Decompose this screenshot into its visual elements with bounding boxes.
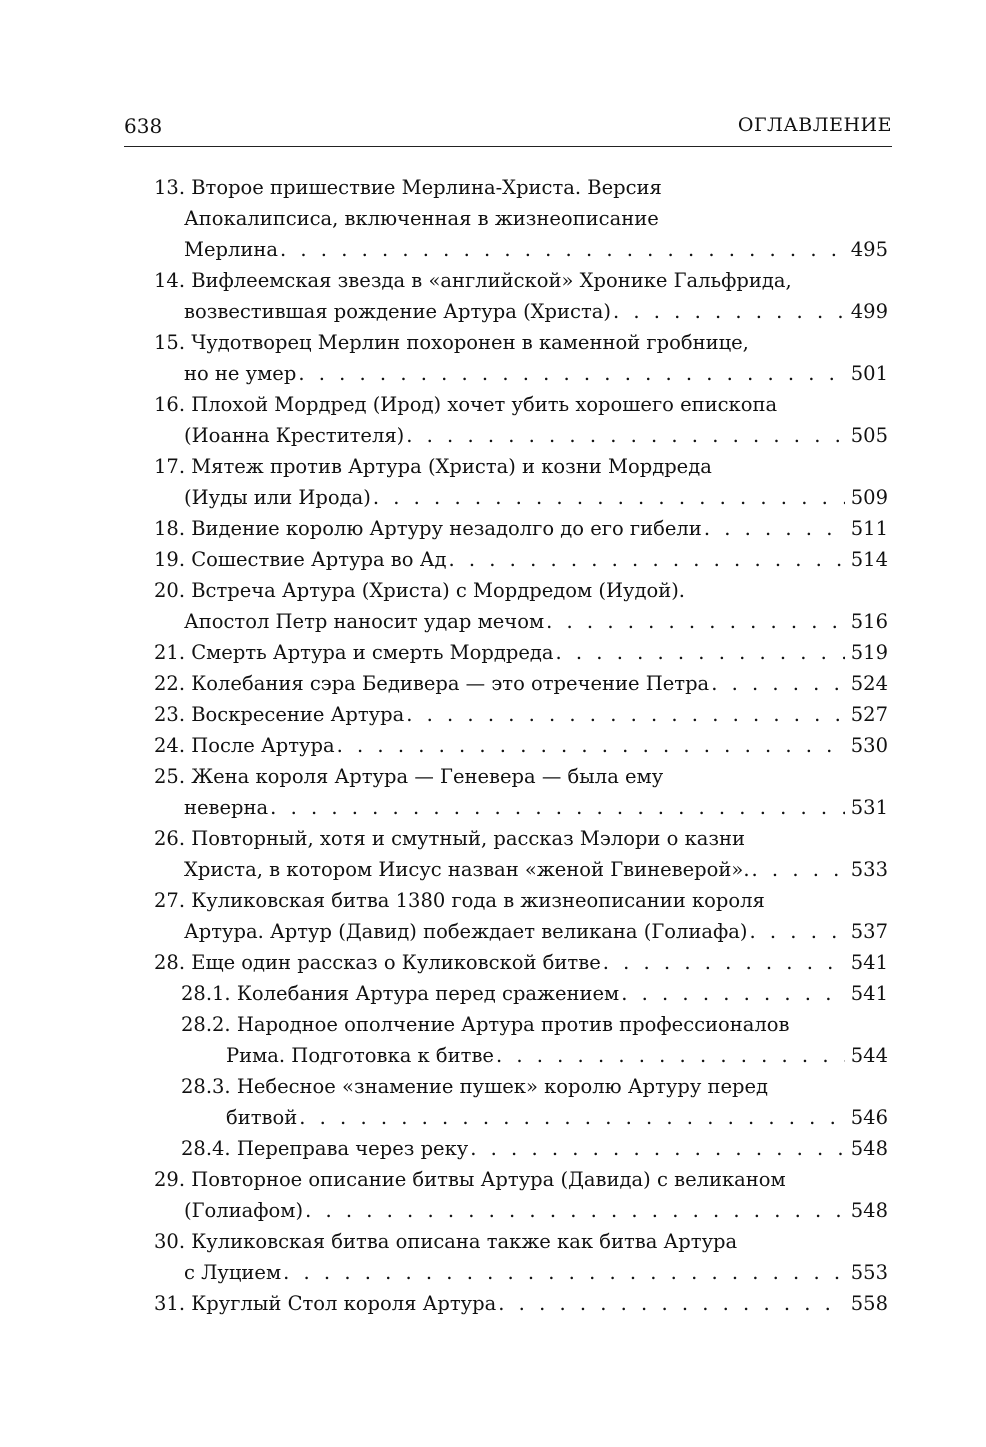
toc-page-number: 541 <box>850 982 888 1005</box>
toc-entry-line <box>0 761 888 792</box>
toc-entry-final-line <box>0 606 888 637</box>
toc-page-number: 516 <box>850 610 888 633</box>
toc-entry-title: Апостол Петр наносит удар мечом <box>184 610 545 633</box>
toc-entry-final-line <box>0 730 888 761</box>
toc-entry-final-line <box>0 544 888 575</box>
toc-entry-final-line <box>0 699 888 730</box>
toc-entry-final-line <box>0 792 888 823</box>
toc-entry-final-line <box>0 947 888 978</box>
toc-page-number: 495 <box>850 238 888 261</box>
toc-entry-title: битвой <box>226 1106 298 1129</box>
toc-page-number: 530 <box>850 734 888 757</box>
running-header <box>124 114 892 147</box>
toc-entry-title: Христа, в котором Иисус назван «женой Гвиневерой». <box>184 858 750 881</box>
toc-entry <box>0 451 986 513</box>
toc-entry-title: 23. Воскресение Артура <box>154 703 405 726</box>
toc-entry-title: с Луцием <box>184 1261 282 1284</box>
toc-entry-title: 29. Повторное описание битвы Артура (Давида) с великаном <box>154 1168 786 1191</box>
toc-page-number: 509 <box>850 486 888 509</box>
toc-entry <box>0 761 986 823</box>
toc-entry-title: 19. Сошествие Артура во Ад <box>154 548 447 571</box>
dot-leader <box>752 854 845 885</box>
toc-entry-title: 28.1. Колебания Артура перед сражением <box>181 982 620 1005</box>
toc-entry-line <box>0 885 888 916</box>
toc-entry-title: 18. Видение королю Артуру незадолго до его гибели <box>154 517 702 540</box>
toc-entry-title: 28.4. Переправа через реку <box>181 1137 469 1160</box>
toc-entry-final-line <box>0 420 888 451</box>
toc-entry-final-line <box>0 637 888 668</box>
toc-entry-final-line <box>0 1257 888 1288</box>
toc-entry-title: 28. Еще один рассказ о Куликовской битве <box>154 951 601 974</box>
toc-page-number: 544 <box>850 1044 888 1067</box>
running-title: ОГЛАВЛЕНИЕ <box>737 114 892 136</box>
toc-entry-final-line <box>0 234 888 265</box>
toc-page-number: 501 <box>850 362 888 385</box>
toc-page-number: 553 <box>850 1261 888 1284</box>
toc-entry <box>0 730 986 761</box>
toc-entry <box>0 389 986 451</box>
toc-page-number: 524 <box>850 672 888 695</box>
toc-entry <box>0 575 986 637</box>
dot-leader <box>280 234 845 265</box>
dot-leader <box>299 1102 845 1133</box>
toc-entry-final-line <box>0 1040 888 1071</box>
toc-entry-title: 15. Чудотворец Мерлин похоронен в каменной гробнице, <box>154 331 749 354</box>
toc-entry-title: неверна <box>184 796 269 819</box>
toc-page-number: 511 <box>850 517 888 540</box>
table-of-contents <box>0 172 986 1319</box>
toc-entry <box>0 668 986 699</box>
toc-entry-line <box>0 1164 888 1195</box>
dot-leader <box>750 916 845 947</box>
toc-entry-final-line <box>0 482 888 513</box>
toc-entry <box>0 947 986 978</box>
toc-entry-final-line <box>0 513 888 544</box>
dot-leader <box>621 978 845 1009</box>
dot-leader <box>283 1257 845 1288</box>
toc-page-number: 514 <box>850 548 888 571</box>
dot-leader <box>496 1040 845 1071</box>
toc-entry-title: (Голиафом) <box>184 1199 304 1222</box>
toc-entry-line <box>0 203 888 234</box>
toc-entry-title: 21. Смерть Артура и смерть Мордреда <box>154 641 554 664</box>
toc-entry-title: 28.2. Народное ополчение Артура против профессионалов <box>181 1013 790 1036</box>
toc-entry <box>0 637 986 668</box>
toc-entry-title: 25. Жена короля Артура — Геневера — была ему <box>154 765 664 788</box>
toc-entry <box>0 513 986 544</box>
toc-entry-title: но не умер <box>184 362 297 385</box>
dot-leader <box>406 420 845 451</box>
toc-page-number: 541 <box>850 951 888 974</box>
toc-entry <box>0 1071 986 1133</box>
dot-leader <box>498 1288 844 1319</box>
toc-entry-title: 22. Колебания сэра Бедивера — это отречение Петра <box>154 672 710 695</box>
dot-leader <box>373 482 845 513</box>
dot-leader <box>270 792 845 823</box>
toc-entry-line <box>0 265 888 296</box>
toc-entry-line <box>0 575 888 606</box>
dot-leader <box>337 730 845 761</box>
toc-page-number: 558 <box>850 1292 888 1315</box>
toc-entry-title: 30. Куликовская битва описана также как битва Артура <box>154 1230 738 1253</box>
toc-entry-title: 31. Круглый Стол короля Артура <box>154 1292 497 1315</box>
toc-entry-title: Артура. Артур (Давид) побеждает великана (Голиафа) <box>184 920 748 943</box>
toc-entry-final-line <box>0 978 888 1009</box>
toc-entry <box>0 1133 986 1164</box>
toc-entry-title: 26. Повторный, хотя и смутный, рассказ Мэлори о казни <box>154 827 746 850</box>
page-number: 638 <box>124 114 163 138</box>
toc-entry-title: возвестившая рождение Артура (Христа) <box>184 300 611 323</box>
toc-entry-final-line <box>0 1195 888 1226</box>
dot-leader <box>406 699 845 730</box>
toc-page-number: 533 <box>850 858 888 881</box>
toc-entry <box>0 544 986 575</box>
toc-entry-title: 13. Второе пришествие Мерлина-Христа. Версия <box>154 176 662 199</box>
toc-entry-final-line <box>0 916 888 947</box>
toc-entry-final-line <box>0 1133 888 1164</box>
toc-entry <box>0 1009 986 1071</box>
toc-entry-line <box>0 1226 888 1257</box>
toc-entry-line <box>0 1009 888 1040</box>
toc-entry-final-line <box>0 358 888 389</box>
toc-entry-title: 17. Мятеж против Артура (Христа) и козни Мордреда <box>154 455 712 478</box>
toc-page-number: 499 <box>850 300 888 323</box>
toc-entry-title: Рима. Подготовка к битве <box>226 1044 494 1067</box>
dot-leader <box>470 1133 845 1164</box>
toc-entry <box>0 1164 986 1226</box>
dot-leader <box>556 637 845 668</box>
toc-page-number: 546 <box>850 1106 888 1129</box>
toc-entry-title: Апокалипсиса, включенная в жизнеописание <box>184 207 659 230</box>
toc-entry <box>0 265 986 327</box>
dot-leader <box>704 513 845 544</box>
dot-leader <box>546 606 845 637</box>
toc-entry <box>0 1226 986 1288</box>
toc-entry-final-line <box>0 1288 888 1319</box>
toc-entry-title: 24. После Артура <box>154 734 335 757</box>
dot-leader <box>298 358 844 389</box>
toc-entry <box>0 885 986 947</box>
toc-page-number: 527 <box>850 703 888 726</box>
toc-entry-line <box>0 389 888 420</box>
toc-entry-title: Мерлина <box>184 238 278 261</box>
toc-entry-title: (Иуды или Ирода) <box>184 486 371 509</box>
toc-entry-line <box>0 327 888 358</box>
toc-entry <box>0 823 986 885</box>
dot-leader <box>711 668 845 699</box>
toc-entry-final-line <box>0 296 888 327</box>
toc-page-number: 537 <box>850 920 888 943</box>
toc-page-number: 505 <box>850 424 888 447</box>
dot-leader <box>305 1195 845 1226</box>
toc-entry-final-line <box>0 668 888 699</box>
toc-entry-line <box>0 1071 888 1102</box>
dot-leader <box>613 296 845 327</box>
toc-entry <box>0 1288 986 1319</box>
toc-entry <box>0 172 986 265</box>
toc-entry-title: 28.3. Небесное «знамение пушек» королю Артуру перед <box>181 1075 769 1098</box>
toc-entry <box>0 699 986 730</box>
dot-leader <box>603 947 845 978</box>
toc-entry <box>0 978 986 1009</box>
toc-page-number: 519 <box>850 641 888 664</box>
toc-entry-line <box>0 451 888 482</box>
toc-entry-final-line <box>0 1102 888 1133</box>
toc-entry-line <box>0 172 888 203</box>
toc-entry-title: 14. Вифлеемская звезда в «английской» Хронике Гальфрида, <box>154 269 792 292</box>
toc-entry-title: 27. Куликовская битва 1380 года в жизнеописании короля <box>154 889 765 912</box>
dot-leader <box>448 544 844 575</box>
toc-page-number: 531 <box>850 796 888 819</box>
toc-entry <box>0 327 986 389</box>
toc-entry-line <box>0 823 888 854</box>
toc-page-number: 548 <box>850 1199 888 1222</box>
toc-entry-final-line <box>0 854 888 885</box>
toc-entry-title: (Иоанна Крестителя) <box>184 424 405 447</box>
toc-entry-title: 16. Плохой Мордред (Ирод) хочет убить хорошего епископа <box>154 393 778 416</box>
toc-entry-title: 20. Встреча Артура (Христа) с Мордредом (Иудой). <box>154 579 686 602</box>
toc-page-number: 548 <box>850 1137 888 1160</box>
